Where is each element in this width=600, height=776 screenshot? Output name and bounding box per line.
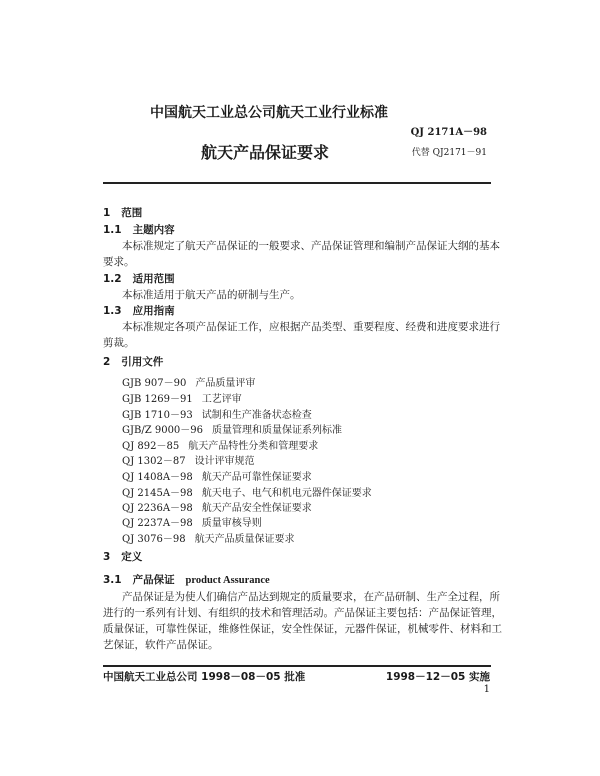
reference-code: GJB 1710－93 [122,410,193,421]
reference-title: 航天电子、电气和机电元器件保证要求 [201,488,372,499]
section-number: 3 [103,551,111,563]
reference-title: 质量管理和质量保证系列标准 [212,425,343,436]
section-1-1-heading [103,225,175,236]
section-number: 3.1 [103,574,122,586]
paragraph-line: 本标准适用于航天产品的研制与生产。 [122,289,301,301]
reference-item [122,519,262,529]
standard-number: QJ 2171A－98 [410,127,487,138]
reference-item [122,535,295,545]
reference-code: QJ 2237A－98 [122,518,193,529]
header-rule [103,182,491,184]
section-number: 1.1 [103,224,122,236]
paragraph-line: 本标准规定各项产品保证工作，应根据产品类型、重要程度、经费和进度要求进行 [122,321,500,333]
section-1-heading [103,208,142,219]
reference-item [122,395,242,405]
section-2-heading [103,357,163,368]
section-title: 定义 [121,551,143,563]
reference-title: 工艺评审 [201,394,242,405]
reference-title: 设计评审规范 [194,456,255,467]
paragraph-line: 要求。 [103,256,135,268]
footer-rule [103,665,491,667]
paragraph-line: 本标准规定了航天产品保证的一般要求、产品保证管理和编制产品保证大纲的基本 [122,240,500,252]
section-number: 1 [103,207,111,219]
reference-title: 产品质量评审 [195,378,256,389]
section-number: 1.3 [103,305,122,317]
reference-item [122,473,312,483]
org-title: 中国航天工业总公司航天工业行业标准 [150,105,388,121]
reference-item [122,426,342,436]
section-number: 2 [103,356,111,368]
replaces-standard: 代替 QJ2171－91 [411,148,487,158]
reference-title: 质量审核导则 [201,518,262,529]
reference-item [122,379,255,389]
section-title: 引用文件 [121,356,164,368]
section-title: 范围 [121,207,143,219]
reference-code: GJB 907－90 [122,378,187,389]
reference-title: 航天产品安全性保证要求 [201,503,312,514]
section-title: 产品保证 [132,574,175,586]
reference-code: GJB 1269－91 [122,394,193,405]
reference-item [122,457,255,467]
reference-title: 试制和生产准备状态检查 [201,410,312,421]
section-number: 1.2 [103,273,122,285]
reference-item [122,489,372,499]
reference-code: QJ 2236A－98 [122,503,193,514]
paragraph-line: 进行的一系列有计划、有组织的技术和管理活动。产品保证主要包括：产品保证管理， [103,607,502,619]
paragraph-line: 艺保证，软件产品保证。 [103,639,219,651]
reference-code: QJ 3076－98 [122,534,186,545]
reference-code: GJB/Z 9000－96 [122,425,204,436]
reference-code: QJ 2145A－98 [122,488,193,499]
page-number: 1 [483,684,490,695]
reference-title: 航天产品特性分类和管理要求 [188,441,319,452]
reference-title: 航天产品可靠性保证要求 [201,472,312,483]
reference-title: 航天产品质量保证要求 [194,534,295,545]
approval-line: 中国航天工业总公司 1998－08－05 批准 [103,671,306,683]
reference-code: QJ 1408A－98 [122,472,193,483]
paragraph-line: 产品保证是为使人们确信产品达到规定的质量要求，在产品研制、生产全过程，所 [122,591,500,603]
effective-date: 1998－12－05 实施 [385,671,490,683]
document-title: 航天产品保证要求 [201,143,330,162]
reference-item [122,442,318,452]
section-1-2-heading [103,274,175,285]
reference-item [122,504,312,514]
section-title-english: product Assurance [185,575,270,586]
section-3-1-heading [103,575,270,587]
section-title: 应用指南 [132,305,175,317]
section-title: 主题内容 [132,224,175,236]
section-1-3-heading [103,306,175,317]
section-3-heading [103,552,142,563]
reference-code: QJ 892－85 [122,441,180,452]
reference-code: QJ 1302－87 [122,456,186,467]
paragraph-line: 质量保证，可靠性保证，维修性保证，安全性保证，元器件保证，机械零件、材料和工 [103,623,502,635]
reference-item [122,411,312,421]
section-title: 适用范围 [132,273,175,285]
paragraph-line: 剪裁。 [103,337,135,349]
